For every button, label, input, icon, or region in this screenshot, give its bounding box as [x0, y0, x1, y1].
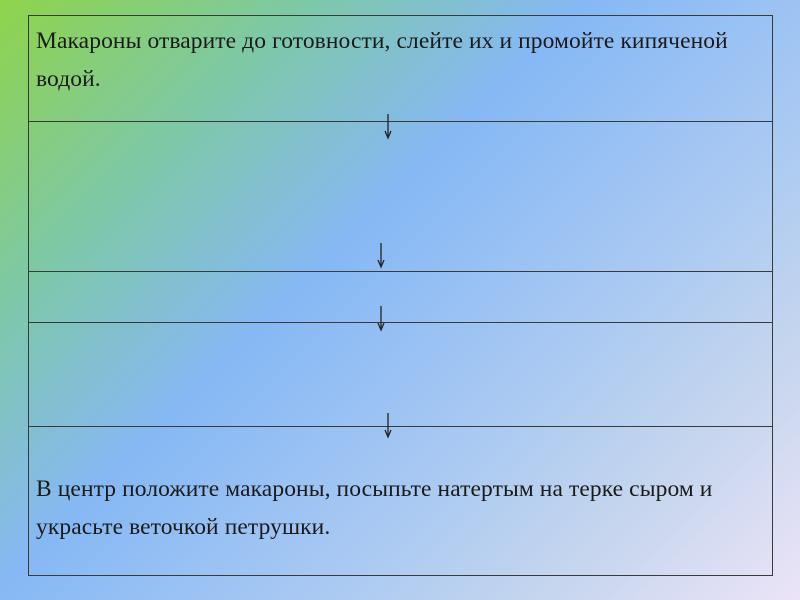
step-cell-4: [29, 322, 772, 426]
down-arrow-icon: [375, 306, 387, 330]
step-cell-2: [29, 121, 772, 271]
step-cell-3: [29, 271, 772, 322]
recipe-flow-table: [28, 15, 773, 576]
down-arrow-icon: [382, 413, 394, 437]
step-cell-1: [29, 16, 772, 121]
down-arrow-icon: [382, 114, 394, 138]
down-arrow-icon: [375, 243, 387, 267]
step-cell-5: [29, 426, 772, 577]
step-text-5: В центр положите макароны, посыпьте натертым на терке сыром и украсьте веточкой петрушки.: [36, 476, 713, 540]
step-text-1: Макароны отварите до готовности, слейте их и промойте кипяченой водой.: [36, 28, 728, 92]
